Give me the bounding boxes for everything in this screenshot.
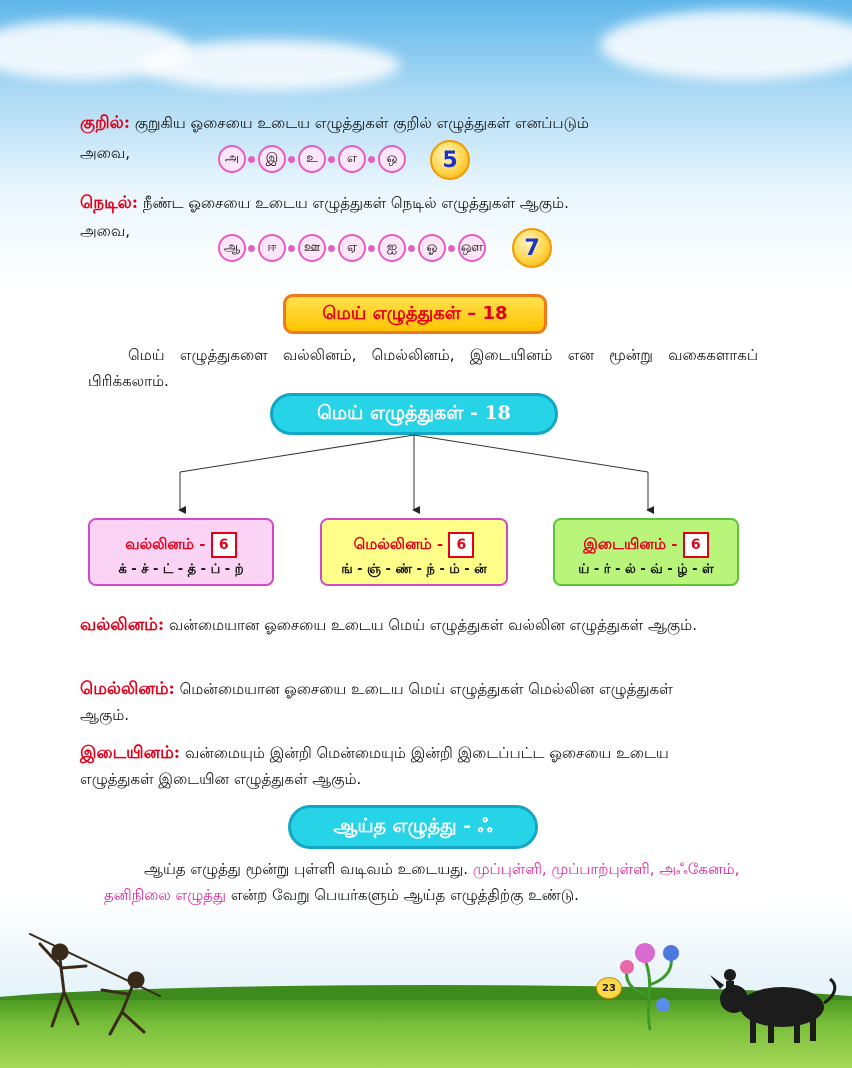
vallinam-letters: க் - ச் - ட் - த் - ப் - ற் bbox=[118, 562, 244, 577]
page-number: 23 bbox=[596, 977, 622, 999]
nedil-text: நீண்ட ஓசையை உடைய எழுத்துகள் நெடில் எழுத்துகள் ஆகும். bbox=[142, 194, 569, 212]
diagram-root: மெய் எழுத்துகள் - 18 bbox=[270, 393, 558, 435]
aytham-text-end: என்ற வேறு பெயர்களும் ஆய்த எழுத்திற்கு உண்டு. bbox=[230, 886, 579, 904]
mellinam-box-title: மெல்லினம் - 6 bbox=[322, 532, 506, 558]
nedil-letter-bead: ஊ bbox=[298, 234, 326, 262]
aytham-heading: ஆய்த எழுத்து - ஃ bbox=[288, 805, 538, 849]
nedil-count-badge: 7 bbox=[512, 228, 552, 268]
vallinam-term: வல்லினம்: bbox=[80, 615, 165, 635]
kuril-letter-bead: உ bbox=[298, 145, 326, 173]
idaiyinam-count: 6 bbox=[683, 532, 709, 558]
kuril-letter-bead: அ bbox=[218, 145, 246, 173]
nedil-letter-bead: ஔ bbox=[458, 234, 486, 262]
stick-fight-illustration bbox=[20, 930, 180, 1040]
kuril-letter-bead: இ bbox=[258, 145, 286, 173]
vallinam-text: வன்மையான ஓசையை உடைய மெய் எழுத்துகள் வல்லின எழுத்துகள் ஆகும். bbox=[168, 616, 698, 634]
idaiyinam-letters: ய் - ர் - ல் - வ் - ழ் - ள் bbox=[578, 562, 714, 577]
connector-line bbox=[414, 435, 648, 472]
vallinam-count: 6 bbox=[211, 532, 237, 558]
kuril-term: குறில்: bbox=[80, 113, 131, 133]
mei-heading: மெய் எழுத்துகள் – 18 bbox=[283, 294, 547, 334]
kuril-text: குறுகிய ஓசையை உடைய எழுத்துகள் குறில் எழுத்துகள் எனப்படும் bbox=[134, 114, 590, 132]
aytham-names-1: முப்புள்ளி, முப்பாற்புள்ளி, bbox=[472, 860, 655, 878]
mellinam-term: மெல்லினம்: bbox=[80, 679, 175, 699]
aytham-paragraph bbox=[104, 856, 764, 908]
kuril-letter-bead: எ bbox=[338, 145, 366, 173]
nedil-letter-bead: ஏ bbox=[338, 234, 366, 262]
kuril-letter-bead: ஒ bbox=[378, 145, 406, 173]
mei-intro: மெய் எழுத்துகளை வல்லினம், மெல்லினம், இடையினம் என மூன்று வகைகளாகப் பிரிக்கலாம். bbox=[88, 346, 758, 390]
idaiyinam-box-title: இடையினம் - 6 bbox=[555, 532, 737, 558]
nedil-letter-bead: ஓ bbox=[418, 234, 446, 262]
idaiyinam-box bbox=[553, 518, 739, 586]
bull-illustration bbox=[690, 965, 840, 1045]
idaiyinam-definition bbox=[80, 740, 720, 792]
connector-line bbox=[180, 435, 414, 472]
nedil-letter-bead: ஆ bbox=[218, 234, 246, 262]
mellinam-count: 6 bbox=[448, 532, 474, 558]
mellinam-letters: ங் - ஞ் - ண் - ந் - ம் - ன் bbox=[341, 562, 487, 577]
idaiyinam-text: வன்மையும் இன்றி மென்மையும் இன்றி இடைப்பட்ட ஓசையை உடைய எழுத்துகள் இடையின எழுத்துகள் ஆகும். bbox=[80, 744, 669, 788]
mellinam-definition bbox=[80, 676, 720, 728]
nedil-lead: அவை, bbox=[80, 222, 130, 240]
mellinam-box bbox=[320, 518, 508, 586]
aytham-names-2: அஃகேனம், தனிநிலை எழுத்து bbox=[104, 860, 740, 904]
vallinam-definition bbox=[80, 612, 750, 638]
kuril-lead: அவை, bbox=[80, 144, 130, 162]
idaiyinam-term: இடையினம்: bbox=[80, 743, 181, 763]
nedil-letter-bead: ஈ bbox=[258, 234, 286, 262]
nedil-letter-bead: ஐ bbox=[378, 234, 406, 262]
nedil-term: நெடில்: bbox=[80, 193, 139, 213]
mellinam-text: மென்மையான ஓசையை உடைய மெய் எழுத்துகள் மெல்லின எழுத்துகள் ஆகும். bbox=[80, 680, 673, 724]
vallinam-box-title: வல்லினம் - 6 bbox=[90, 532, 272, 558]
vallinam-box bbox=[88, 518, 274, 586]
flower-illustration bbox=[615, 935, 685, 1035]
aytham-text-start: ஆய்த எழுத்து மூன்று புள்ளி வடிவம் உடையது. bbox=[144, 860, 469, 878]
kuril-count-badge: 5 bbox=[430, 140, 470, 180]
